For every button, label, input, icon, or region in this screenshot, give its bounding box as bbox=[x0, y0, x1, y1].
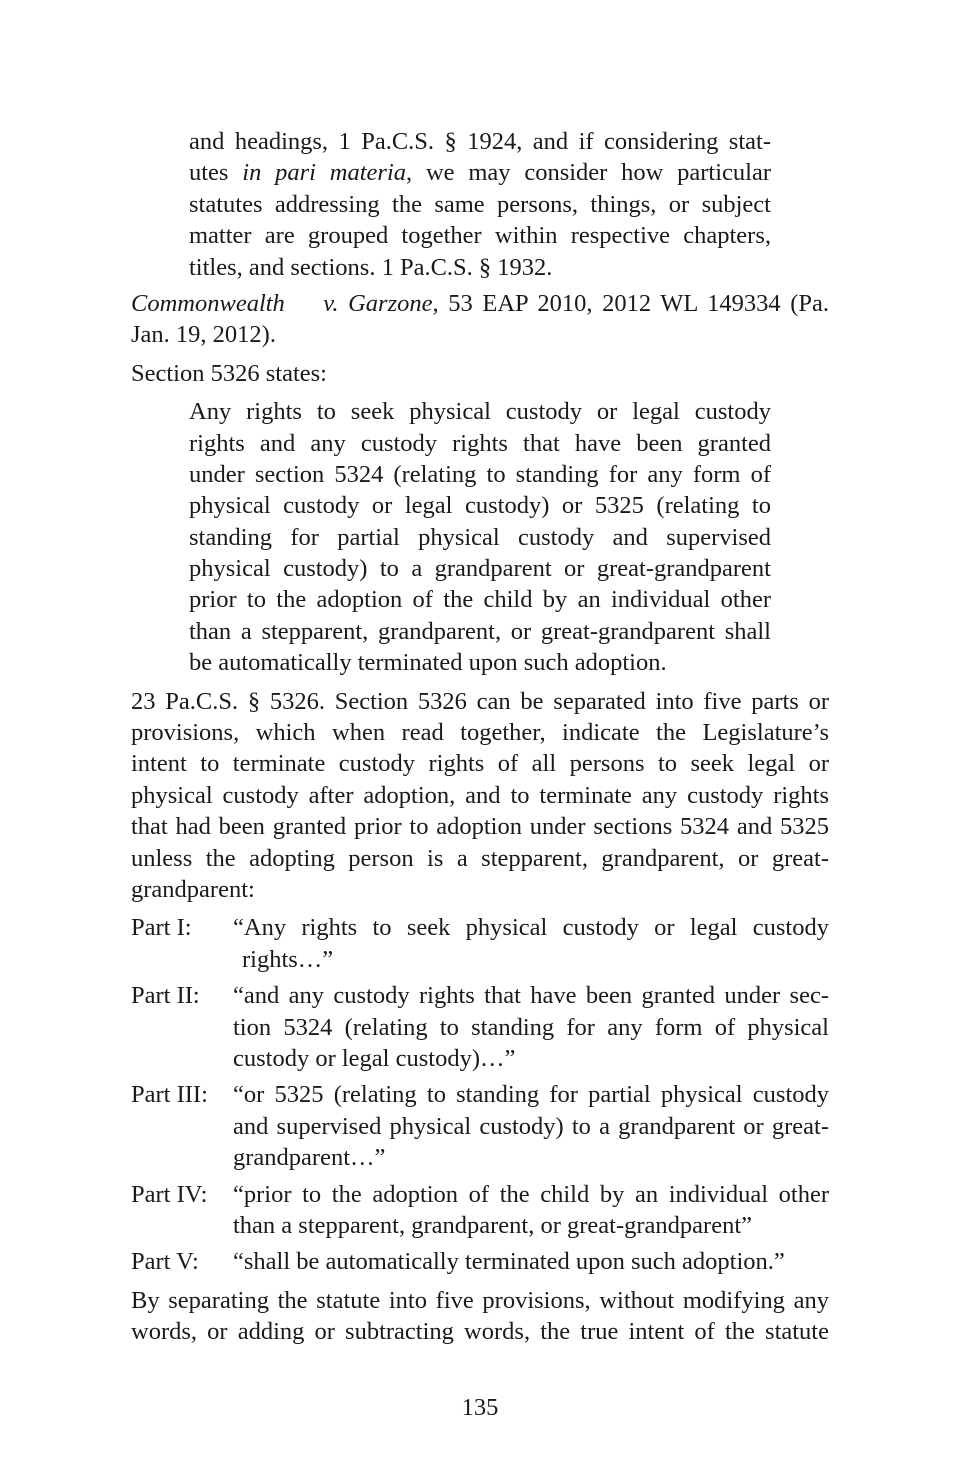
quote2-line-7: prior to the adoption of the child by an individual other bbox=[189, 586, 771, 614]
case-name-commonwealth: Commonwealth bbox=[131, 289, 285, 317]
part-5-text bbox=[233, 1246, 829, 1277]
quote2-line-1: Any rights to seek physical custody or legal custody bbox=[189, 398, 771, 426]
paragraph-analysis bbox=[131, 686, 829, 906]
block-quote-rules-of-construction bbox=[189, 126, 771, 283]
quote1-line-4: matter are grouped together within respective chapters, bbox=[189, 222, 771, 250]
case-v: v. bbox=[323, 289, 339, 317]
case-name-garzone: Garzone bbox=[348, 289, 433, 317]
citation-reporter: , 53 EAP 2010, 2012 WL 149334 (Pa. bbox=[432, 289, 829, 317]
block-quote-section-5326 bbox=[189, 396, 771, 679]
part-2-text bbox=[233, 980, 829, 1074]
part-2-label: Part II: bbox=[131, 982, 200, 1010]
part-1-label: Part I: bbox=[131, 914, 192, 942]
paragraph-conclusion bbox=[131, 1285, 829, 1348]
part-4-label: Part IV: bbox=[131, 1180, 208, 1208]
section-intro: Section 5326 states: bbox=[131, 359, 327, 387]
in-pari-materia: in pari materia bbox=[242, 159, 407, 187]
quote1-line-2 bbox=[189, 157, 771, 188]
page-number: 135 bbox=[461, 1394, 499, 1421]
quote2-line-8: than a stepparent, grandparent, or great-grandparent shall bbox=[189, 617, 771, 645]
para1-line-2: provisions, which when read together, indicate the Legislature’s bbox=[131, 719, 829, 747]
para1-line-5: that had been granted prior to adoption under sections 5324 and 5325 bbox=[131, 813, 829, 841]
para2-line-2: words, or adding or subtracting words, the true intent of the statute bbox=[131, 1318, 829, 1346]
quote1-line-2-a: utes bbox=[189, 159, 243, 187]
quote1-line-2-b: , we may consider how particular bbox=[406, 159, 771, 187]
para1-line-4: physical custody after adoption, and to terminate any custody rights bbox=[131, 781, 829, 809]
part-2 bbox=[131, 980, 829, 1074]
part-1-line-1: “Any rights to seek physical custody or legal custody bbox=[233, 914, 829, 942]
part-3-text bbox=[233, 1079, 829, 1173]
part-3-line-3: grandparent…” bbox=[233, 1144, 386, 1172]
page-body bbox=[131, 126, 829, 1347]
part-1-line-2: rights…” bbox=[242, 945, 334, 973]
part-2-line-2: tion 5324 (relating to standing for any form of physical bbox=[233, 1013, 829, 1041]
part-3-line-2: and supervised physical custody) to a grandparent or great- bbox=[233, 1112, 829, 1140]
part-4 bbox=[131, 1179, 829, 1242]
part-4-line-1: “prior to the adoption of the child by an individual other bbox=[233, 1180, 829, 1208]
quote2-line-5: standing for partial physical custody and supervised bbox=[189, 523, 771, 551]
para1-line-1: 23 Pa.C.S. § 5326. Section 5326 can be separated into five parts or bbox=[131, 687, 829, 715]
quote2-line-6: physical custody) to a grandparent or great-grandparent bbox=[189, 555, 771, 583]
para2-line-1: By separating the statute into five provisions, without modifying any bbox=[131, 1286, 829, 1314]
part-3 bbox=[131, 1079, 829, 1173]
quote2-line-2: rights and any custody rights that have been granted bbox=[189, 429, 771, 457]
quote1-line-5: titles, and sections. 1 Pa.C.S. § 1932. bbox=[189, 253, 553, 281]
citation-line-1 bbox=[131, 288, 829, 319]
para1-line-3: intent to terminate custody rights of all persons to seek legal or bbox=[131, 750, 829, 778]
statute-parts-list bbox=[131, 912, 829, 1277]
quote1-line-1: and headings, 1 Pa.C.S. § 1924, and if considering stat- bbox=[189, 128, 771, 155]
part-4-line-2: than a stepparent, grandparent, or great-grandparent” bbox=[233, 1211, 753, 1239]
case-citation bbox=[131, 288, 829, 351]
part-2-line-1: “and any custody rights that have been granted under sec- bbox=[233, 982, 829, 1010]
part-1-text bbox=[233, 912, 829, 975]
part-5-line-1: “shall be automatically terminated upon such adoption.” bbox=[233, 1248, 785, 1276]
part-5 bbox=[131, 1246, 829, 1277]
para1-line-7: grandparent: bbox=[131, 875, 255, 903]
quote1-line-3: statutes addressing the same persons, things, or subject bbox=[189, 190, 771, 218]
part-2-line-3: custody or legal custody)…” bbox=[233, 1044, 516, 1072]
quote2-line-9: be automatically terminated upon such adoption. bbox=[189, 649, 667, 677]
para1-line-6: unless the adopting person is a stepparent, grandparent, or great- bbox=[131, 844, 829, 872]
part-3-line-1: “or 5325 (relating to standing for partial physical custody bbox=[233, 1081, 829, 1109]
part-3-label: Part III: bbox=[131, 1081, 208, 1109]
part-4-text bbox=[233, 1179, 829, 1242]
quote2-line-4: physical custody or legal custody) or 5325 (relating to bbox=[189, 492, 771, 520]
quote2-line-3: under section 5324 (relating to standing for any form of bbox=[189, 460, 771, 488]
part-5-label: Part V: bbox=[131, 1248, 199, 1276]
part-1 bbox=[131, 912, 829, 975]
citation-line-2: Jan. 19, 2012). bbox=[131, 321, 276, 349]
